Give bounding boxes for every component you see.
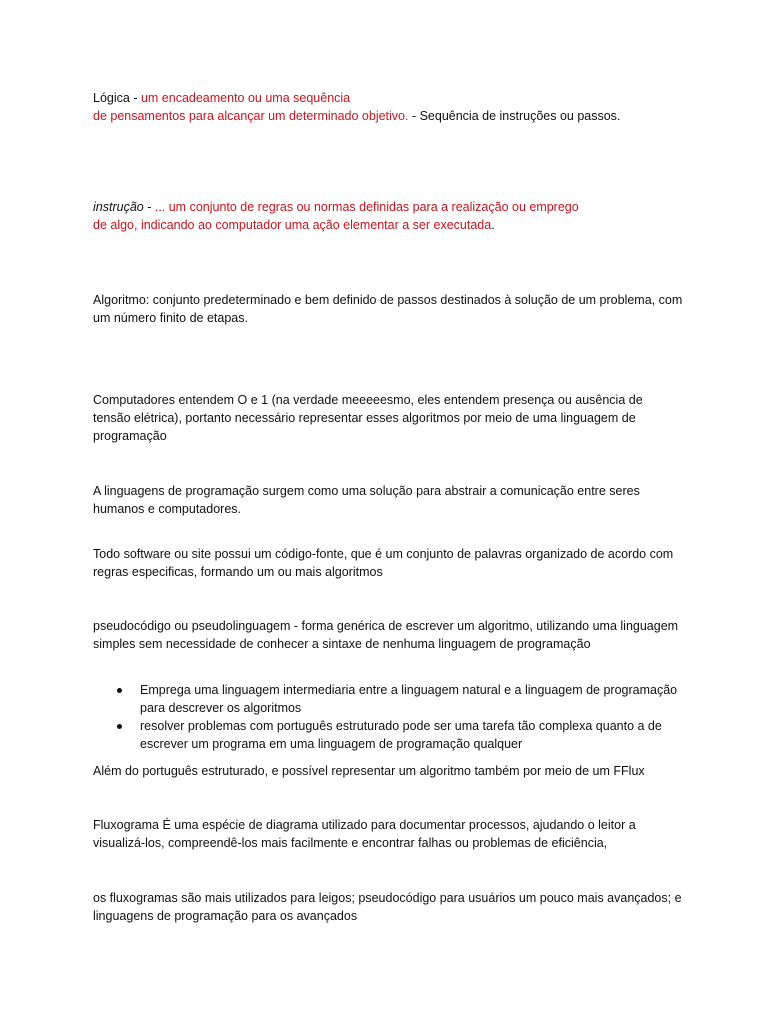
logica-paragraph	[93, 89, 683, 125]
logica-extra: - Sequência de instruções ou passos.	[408, 109, 621, 123]
portugues-estruturado-paragraph: Além do português estruturado, e possível representar um algoritmo também por meio de um FFlux	[93, 764, 645, 778]
logica-term: Lógica	[93, 91, 130, 105]
logica-separator: -	[129, 91, 141, 105]
instrucao-paragraph	[93, 198, 583, 234]
bullet-dot-icon	[117, 724, 122, 729]
bullet-text: Emprega uma linguagem intermediaria entre a linguagem natural e a linguagem de programação para descrever os algoritmos	[140, 683, 678, 715]
algoritmo-paragraph: Algoritmo: conjunto predeterminado e bem definido de passos destinados à solução de um problema, com um número finito de etapas.	[93, 293, 683, 325]
pseudocodigo-paragraph: pseudocódigo ou pseudolinguagem - forma genérica de escrever um algoritmo, utilizando uma linguagem simples sem necessidade de conhecer a sintaxe de nenhuma linguagem de programação	[93, 619, 679, 651]
logica-definition-part1: um encadeamento ou uma sequência	[140, 91, 351, 105]
fluxograma-paragraph: Fluxograma É uma espécie de diagrama utilizado para documentar processos, ajudando o leitor a visualizá-los, compreendê-los mais facilmente e encontrar falhas ou problemas de eficiência,	[93, 818, 636, 850]
instrucao-period: .	[491, 218, 495, 232]
instrucao-definition: ... um conjunto de regras ou normas definidas para a realização ou emprego de algo, indicando ao computador uma ação elementar a ser executada	[93, 200, 579, 232]
fluxogramas-uso-paragraph: os fluxogramas são mais utilizados para leigos; pseudocódigo para usuários um pouco mais avançados; e linguagens de programação para os avançados	[93, 891, 682, 923]
bullet-dot-icon	[117, 688, 122, 693]
instrucao-term: instrução	[93, 200, 144, 214]
list-item	[93, 681, 683, 717]
pseudocodigo-bullet-list	[93, 681, 683, 753]
instrucao-separator: -	[143, 200, 155, 214]
linguagens-paragraph: A linguagens de programação surgem como uma solução para abstrair a comunicação entre seres humanos e computadores.	[93, 484, 640, 516]
list-item	[93, 717, 683, 753]
software-paragraph: Todo software ou site possui um código-fonte, que é um conjunto de palavras organizado de acordo com regras especificas, formando um ou mais algoritmos	[93, 547, 674, 579]
computadores-paragraph: Computadores entendem O e 1 (na verdade meeeeesmo, eles entendem presença ou ausência de tensão elétrica), portanto necessário representar esses algoritmos por meio de uma linguagem de programação	[93, 393, 643, 443]
bullet-text: resolver problemas com português estruturado pode ser uma tarefa tão complexa quanto a de escrever um programa em uma linguagem de programação qualquer	[140, 719, 662, 751]
logica-definition-part2: de pensamentos para alcançar um determinado objetivo.	[93, 109, 409, 123]
